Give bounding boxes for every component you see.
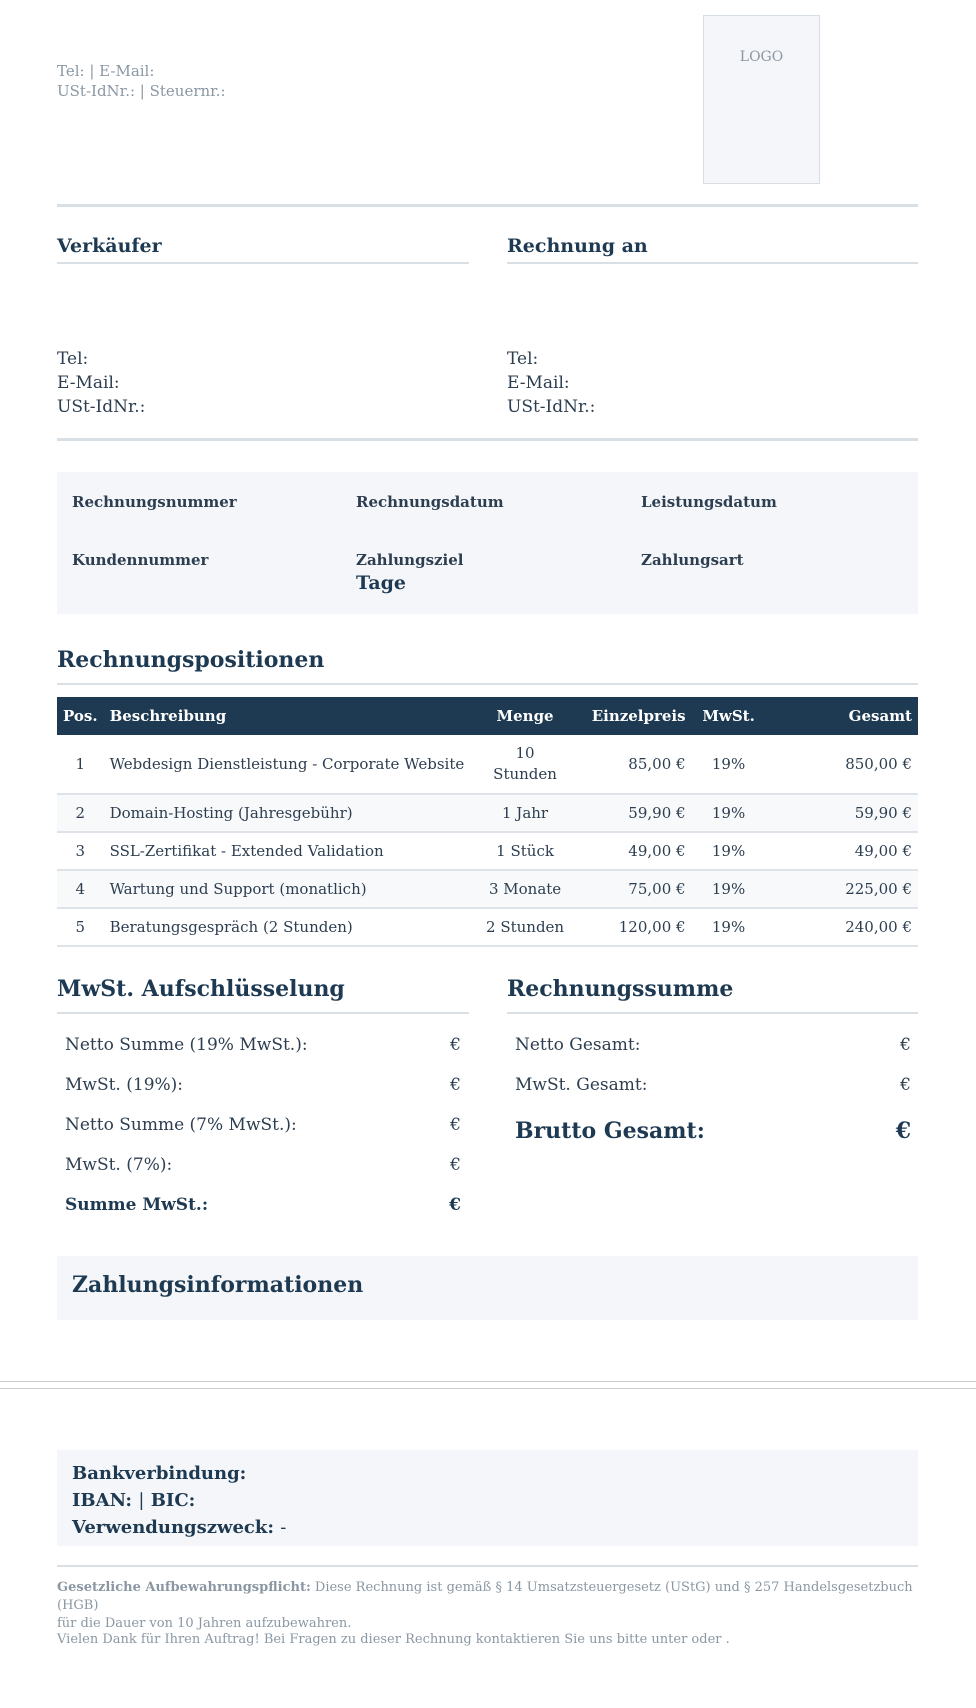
gross-total-value: € xyxy=(895,1118,911,1144)
vat-row-label: MwSt. (19%): xyxy=(65,1075,184,1095)
bic-label: BIC: xyxy=(150,1490,196,1511)
reference-label: Verwendungszweck: xyxy=(72,1517,275,1538)
header-contact-line: Tel: | E-Mail: xyxy=(57,62,155,80)
row-description: Wartung und Support (monatlich) xyxy=(104,870,476,908)
retention-notice-text-1: Diese Rechnung ist gemäß § 14 Umsatzsteuergesetz (UStG) und § 257 Handelsgesetzbuch (HGB) xyxy=(57,1580,913,1613)
row-pos: 5 xyxy=(57,908,104,946)
vat-total-value: € xyxy=(449,1195,461,1215)
vat-row-label: MwSt. (7%): xyxy=(65,1155,173,1175)
retention-notice-bold: Gesetzliche Aufbewahrungspflicht: xyxy=(57,1580,311,1595)
invoice-total-title: Rechnungssumme xyxy=(507,976,734,1002)
row-quantity: 1 Stück xyxy=(476,832,575,870)
bank-details-box xyxy=(57,1450,918,1546)
payment-term-label: Zahlungsziel xyxy=(356,551,464,569)
logo-text: LOGO xyxy=(739,49,784,65)
row-quantity: 3 Monate xyxy=(476,870,575,908)
table-row xyxy=(57,832,918,870)
buyer-tel: Tel: xyxy=(507,349,539,369)
net-total-value: € xyxy=(900,1035,911,1055)
seller-title-underline xyxy=(57,262,469,264)
row-vat: 19% xyxy=(692,870,766,908)
vat-grand-label: MwSt. Gesamt: xyxy=(515,1075,648,1095)
header-description: Beschreibung xyxy=(104,697,476,735)
row-unit-price: 75,00 € xyxy=(575,870,692,908)
reference-line xyxy=(72,1517,286,1538)
net-total-label: Netto Gesamt: xyxy=(515,1035,641,1055)
gross-total-row xyxy=(515,1118,911,1144)
row-vat: 19% xyxy=(692,735,766,794)
seller-vat: USt-IdNr.: xyxy=(57,397,146,417)
payment-info-title: Zahlungsinformationen xyxy=(72,1272,364,1298)
row-quantity-unit: Stunden xyxy=(493,765,557,783)
invoice-meta-box xyxy=(57,472,918,614)
vat-breakdown-underline xyxy=(57,1012,469,1014)
vat-total-row xyxy=(515,1075,911,1095)
buyer-title: Rechnung an xyxy=(507,235,648,257)
payment-term-value: Tage xyxy=(356,572,407,594)
iban-label: IBAN: xyxy=(72,1490,133,1511)
buyer-email: E-Mail: xyxy=(507,373,570,393)
vat-total-label: Summe MwSt.: xyxy=(65,1195,209,1215)
row-total: 59,90 € xyxy=(766,794,918,832)
vat-row-value: € xyxy=(450,1155,461,1175)
header-total: Gesamt xyxy=(766,697,918,735)
row-quantity-amount: 10 xyxy=(515,744,535,762)
row-description: Domain-Hosting (Jahresgebühr) xyxy=(104,794,476,832)
bank-label: Bankverbindung: xyxy=(72,1463,247,1484)
vat-row-net-19 xyxy=(65,1035,461,1055)
footer-divider xyxy=(57,1565,918,1567)
row-description: Webdesign Dienstleistung - Corporate Website xyxy=(104,735,476,794)
service-date-label: Leistungsdatum xyxy=(641,493,777,511)
positions-title: Rechnungspositionen xyxy=(57,647,325,673)
row-total: 49,00 € xyxy=(766,832,918,870)
thanks-note: Vielen Dank für Ihren Auftrag! Bei Fragen zu dieser Rechnung kontaktieren Sie uns bitte unter oder . xyxy=(57,1632,730,1647)
row-vat: 19% xyxy=(692,794,766,832)
row-pos: 1 xyxy=(57,735,104,794)
row-vat: 19% xyxy=(692,908,766,946)
seller-email: E-Mail: xyxy=(57,373,120,393)
table-row xyxy=(57,735,918,794)
row-pos: 4 xyxy=(57,870,104,908)
header-vat: MwSt. xyxy=(692,697,766,735)
vat-row-net-7 xyxy=(65,1115,461,1135)
vat-row-value: € xyxy=(450,1115,461,1135)
row-unit-price: 85,00 € xyxy=(575,735,692,794)
row-unit-price: 120,00 € xyxy=(575,908,692,946)
buyer-title-underline xyxy=(507,262,918,264)
vat-row-tax-7 xyxy=(65,1155,461,1175)
reference-value: - xyxy=(280,1517,287,1538)
seller-tel: Tel: xyxy=(57,349,89,369)
header-unit-price: Einzelpreis xyxy=(575,697,692,735)
invoice-number-label: Rechnungsnummer xyxy=(72,493,237,511)
table-row xyxy=(57,870,918,908)
iban-bic-separator: | xyxy=(138,1490,145,1511)
row-unit-price: 59,90 € xyxy=(575,794,692,832)
row-description: Beratungsgespräch (2 Stunden) xyxy=(104,908,476,946)
page-separator-secondary xyxy=(0,1388,976,1389)
row-total: 240,00 € xyxy=(766,908,918,946)
vat-grand-value: € xyxy=(900,1075,911,1095)
vat-row-label: Netto Summe (7% MwSt.): xyxy=(65,1115,297,1135)
invoice-date-label: Rechnungsdatum xyxy=(356,493,504,511)
row-quantity xyxy=(476,735,575,794)
payment-info-box xyxy=(57,1256,918,1320)
row-pos: 2 xyxy=(57,794,104,832)
table-row xyxy=(57,794,918,832)
row-total: 225,00 € xyxy=(766,870,918,908)
vat-breakdown-title: MwSt. Aufschlüsselung xyxy=(57,976,345,1002)
positions-title-underline xyxy=(57,683,918,685)
row-vat: 19% xyxy=(692,832,766,870)
positions-table xyxy=(57,697,918,947)
row-pos: 3 xyxy=(57,832,104,870)
invoice-total-underline xyxy=(507,1012,918,1014)
row-total: 850,00 € xyxy=(766,735,918,794)
row-description: SSL-Zertifikat - Extended Validation xyxy=(104,832,476,870)
retention-notice xyxy=(57,1579,927,1633)
row-quantity: 1 Jahr xyxy=(476,794,575,832)
row-quantity: 2 Stunden xyxy=(476,908,575,946)
vat-row-value: € xyxy=(450,1035,461,1055)
retention-notice-text-2: für die Dauer von 10 Jahren aufzubewahren. xyxy=(57,1616,352,1631)
positions-header-row xyxy=(57,697,918,735)
table-row xyxy=(57,908,918,946)
vat-row-label: Netto Summe (19% MwSt.): xyxy=(65,1035,308,1055)
row-unit-price: 49,00 € xyxy=(575,832,692,870)
customer-number-label: Kundennummer xyxy=(72,551,209,569)
vat-row-tax-19 xyxy=(65,1075,461,1095)
vat-row-value: € xyxy=(450,1075,461,1095)
vat-row-total xyxy=(65,1195,461,1215)
parties-divider xyxy=(57,438,918,441)
page-separator xyxy=(0,1381,976,1382)
payment-method-label: Zahlungsart xyxy=(641,551,744,569)
header-quantity: Menge xyxy=(476,697,575,735)
net-total-row xyxy=(515,1035,911,1055)
header-pos: Pos. xyxy=(57,697,104,735)
seller-title: Verkäufer xyxy=(57,235,162,257)
logo-placeholder xyxy=(703,15,820,184)
buyer-vat: USt-IdNr.: xyxy=(507,397,596,417)
gross-total-label: Brutto Gesamt: xyxy=(515,1118,705,1144)
header-divider xyxy=(57,204,918,207)
header-tax-line: USt-IdNr.: | Steuernr.: xyxy=(57,82,226,100)
iban-bic-line xyxy=(72,1490,195,1511)
